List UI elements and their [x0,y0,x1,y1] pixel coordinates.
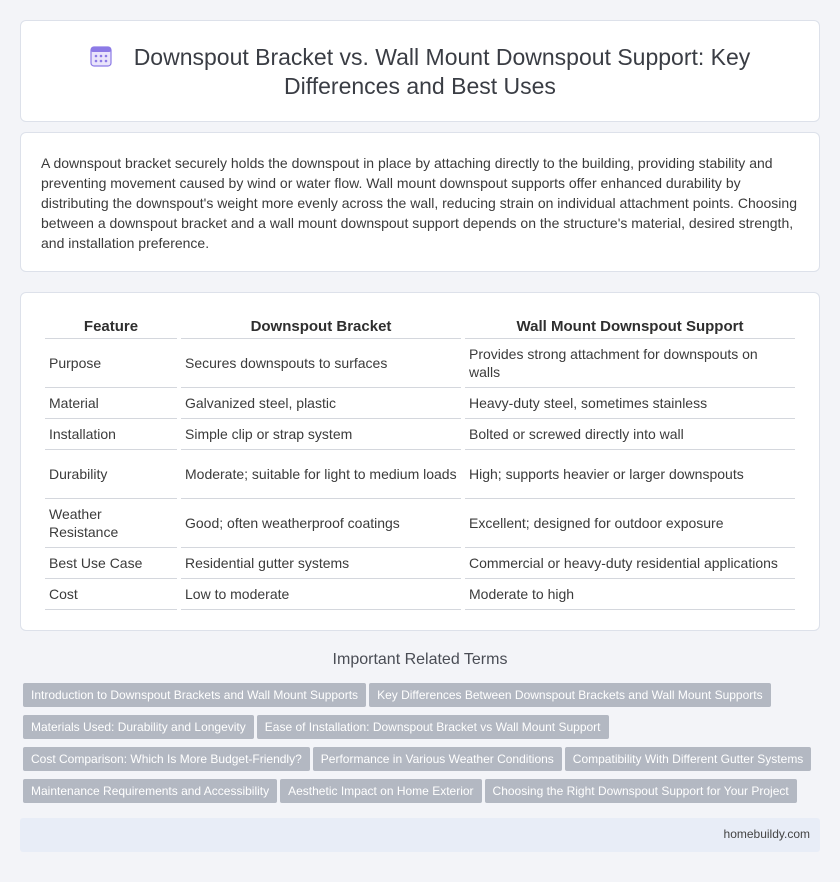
footer-site-link[interactable]: homebuildy.com [723,827,810,841]
comparison-table [41,315,799,610]
table-cell: Heavy-duty steel, sometimes stainless [465,388,795,419]
table-row [45,388,795,419]
table-cell-feature: Material [45,388,177,419]
table-cell: Excellent; designed for outdoor exposure [465,499,795,548]
intro-paragraph: A downspout bracket securely holds the downspout in place by attaching directly to the building, providing stability and preventing movement caused by wind or water flow. Wall mount downspout supports offer enhanced durability by distributing the downspout's weight more evenly across the wall, reducing strain on individual attachment points. Choosing between a downspout bracket and a wall mount downspout support depends on the structure's material, desired strength, and installation preference. [41,155,797,251]
table-cell: Moderate; suitable for light to medium loads [181,450,461,499]
table-cell: Residential gutter systems [181,548,461,579]
table-row [45,548,795,579]
related-term-tag[interactable]: Cost Comparison: Which Is More Budget-Friendly? [23,747,310,771]
table-row [45,499,795,548]
table-cell: Moderate to high [465,579,795,610]
table-cell-feature: Weather Resistance [45,499,177,548]
related-term-tag[interactable]: Introduction to Downspout Brackets and Wall Mount Supports [23,683,366,707]
footer [20,818,820,852]
table-cell-feature: Durability [45,450,177,499]
related-term-tag[interactable]: Performance in Various Weather Conditions [313,747,562,771]
calendar-icon [90,45,112,67]
related-term-tag[interactable]: Compatibility With Different Gutter Systems [565,747,812,771]
table-cell: Bolted or screwed directly into wall [465,419,795,450]
table-row [45,579,795,610]
table-cell: Commercial or heavy-duty residential applications [465,548,795,579]
column-header-feature: Feature [45,315,177,339]
table-cell-feature: Installation [45,419,177,450]
table-cell: High; supports heavier or larger downspouts [465,450,795,499]
related-terms-list [23,683,823,811]
table-cell: Simple clip or strap system [181,419,461,450]
header-card [20,20,820,122]
related-term-tag[interactable]: Maintenance Requirements and Accessibility [23,779,277,803]
table-row [45,450,795,499]
related-term-tag[interactable]: Aesthetic Impact on Home Exterior [280,779,481,803]
column-header-wall-mount-support: Wall Mount Downspout Support [465,315,795,339]
intro-card [20,132,820,272]
page-title-wrap [61,43,779,101]
table-cell: Provides strong attachment for downspouts on walls [465,339,795,388]
table-row [45,419,795,450]
related-term-tag[interactable]: Ease of Installation: Downspout Bracket vs Wall Mount Support [257,715,609,739]
related-term-tag[interactable]: Materials Used: Durability and Longevity [23,715,254,739]
related-term-tag[interactable]: Key Differences Between Downspout Brackets and Wall Mount Supports [369,683,771,707]
table-cell: Galvanized steel, plastic [181,388,461,419]
column-header-downspout-bracket: Downspout Bracket [181,315,461,339]
related-terms-title: Important Related Terms [332,651,508,668]
table-header-row [45,315,795,339]
related-term-tag[interactable]: Choosing the Right Downspout Support for Your Project [485,779,797,803]
table-cell: Secures downspouts to surfaces [181,339,461,388]
table-cell-feature: Cost [45,579,177,610]
table-cell-feature: Purpose [45,339,177,388]
page-title: Downspout Bracket vs. Wall Mount Downspout Support: Key Differences and Best Uses [133,44,751,99]
comparison-table-card [20,292,820,631]
table-cell: Low to moderate [181,579,461,610]
table-cell: Good; often weatherproof coatings [181,499,461,548]
table-row [45,339,795,388]
table-cell-feature: Best Use Case [45,548,177,579]
